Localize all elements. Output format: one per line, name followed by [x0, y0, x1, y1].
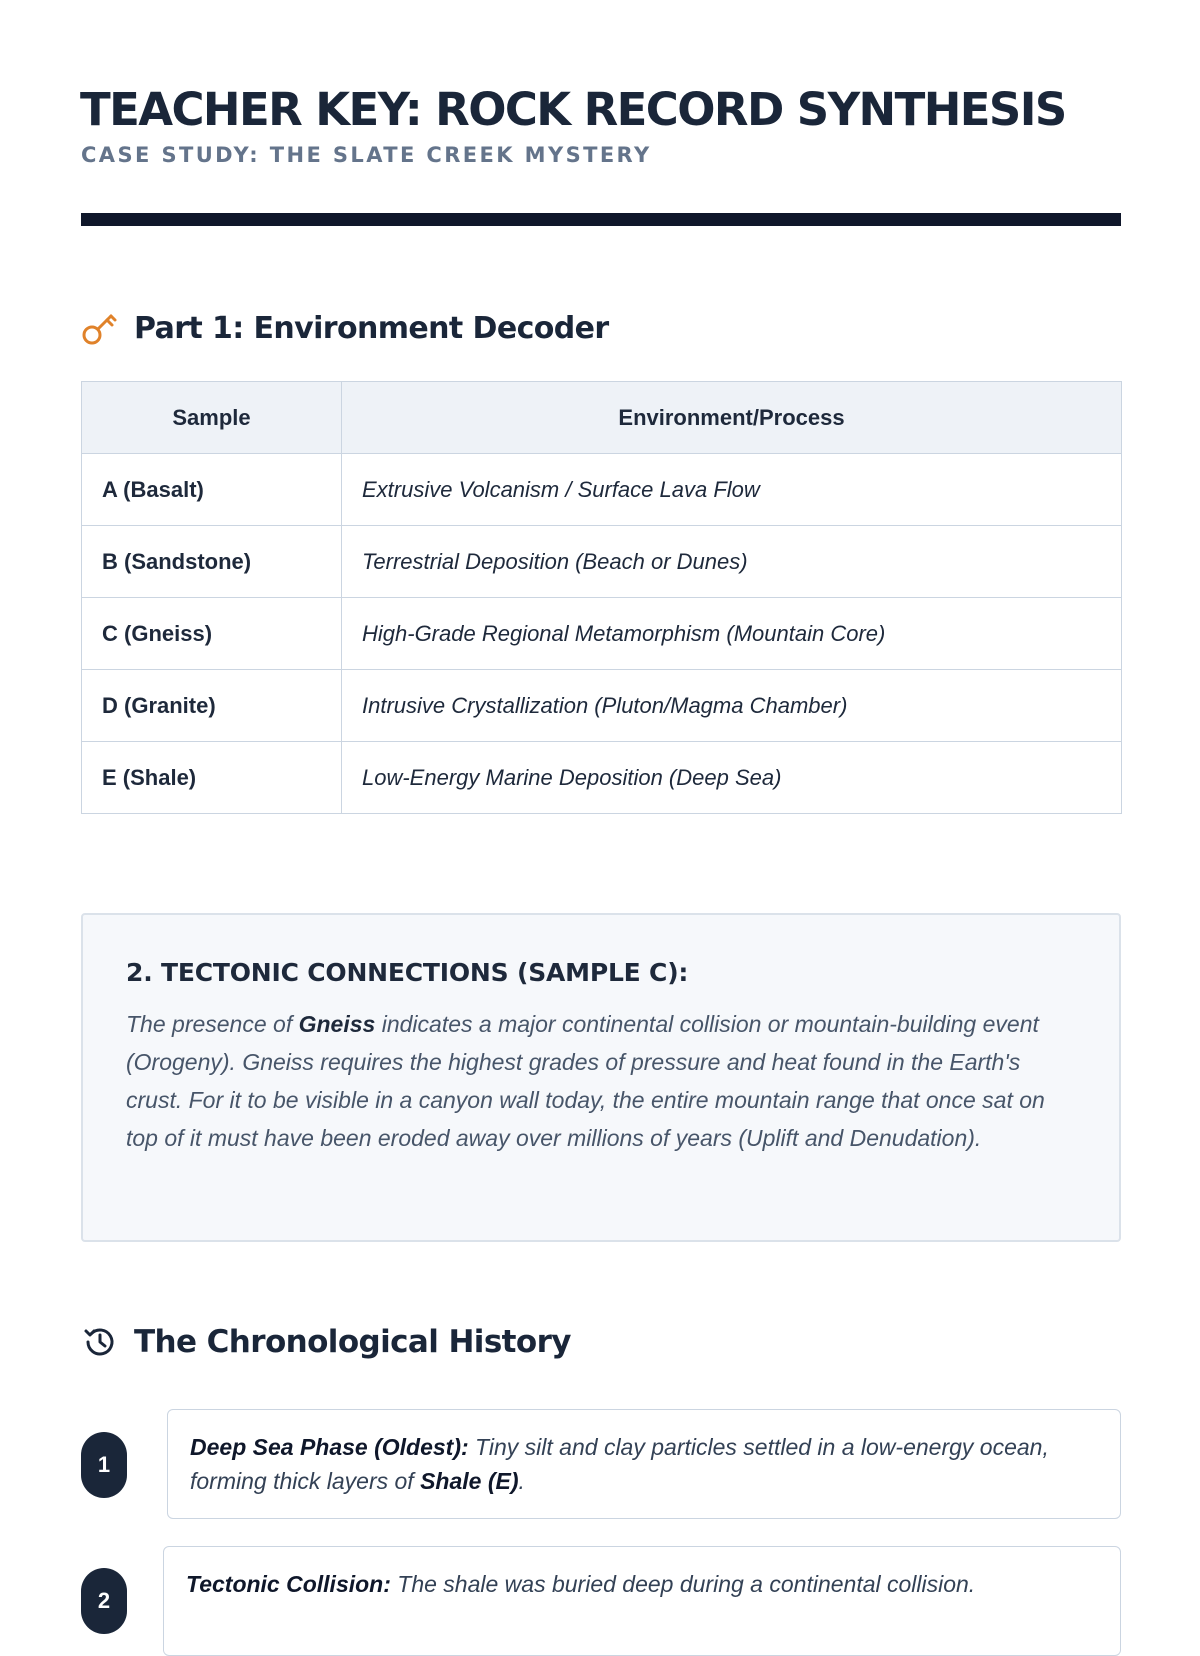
key-icon — [80, 308, 120, 348]
chronology-heading-text: The Chronological History — [134, 1324, 571, 1360]
step-lead: Tectonic Collision: — [186, 1571, 391, 1597]
step-number-badge: 2 — [81, 1568, 127, 1634]
timeline-step-card — [163, 1546, 1121, 1656]
page-title: TEACHER KEY: ROCK RECORD SYNTHESIS — [80, 83, 1066, 136]
part1-heading-text: Part 1: Environment Decoder — [134, 310, 609, 346]
environment-cell: Intrusive Crystallization (Pluton/Magma Chamber) — [342, 670, 1122, 742]
tectonic-paragraph — [126, 1005, 1077, 1157]
part1-heading — [80, 308, 609, 348]
history-icon — [80, 1322, 120, 1362]
sample-cell: C (Gneiss) — [82, 598, 342, 670]
step-lead: Deep Sea Phase (Oldest): — [190, 1434, 469, 1460]
tectonic-connections-panel — [81, 913, 1121, 1242]
timeline-step-card — [167, 1409, 1121, 1519]
table-row — [82, 742, 1122, 814]
step-text: The shale was buried deep during a continental collision. — [390, 1571, 976, 1597]
table-header-row — [82, 382, 1122, 454]
column-header-environment: Environment/Process — [342, 382, 1122, 454]
step-text: Tiny silt and clay particles settled in a low-energy ocean, forming thick layers of — [190, 1434, 1049, 1494]
step-text-end: . — [518, 1468, 525, 1494]
tectonic-text-start: The presence of — [126, 1011, 299, 1037]
table-row — [82, 526, 1122, 598]
sample-cell: D (Granite) — [82, 670, 342, 742]
title-divider — [81, 213, 1121, 226]
table-row — [82, 670, 1122, 742]
sample-cell: A (Basalt) — [82, 454, 342, 526]
environment-cell: High-Grade Regional Metamorphism (Mountain Core) — [342, 598, 1122, 670]
chronology-heading — [80, 1322, 571, 1362]
environment-cell: Terrestrial Deposition (Beach or Dunes) — [342, 526, 1122, 598]
table-row — [82, 598, 1122, 670]
page-subtitle: CASE STUDY: THE SLATE CREEK MYSTERY — [81, 143, 652, 167]
step-number-badge: 1 — [81, 1432, 127, 1498]
column-header-sample: Sample — [82, 382, 342, 454]
table-row — [82, 454, 1122, 526]
tectonic-heading: 2. TECTONIC CONNECTIONS (SAMPLE C): — [126, 958, 689, 987]
environment-cell: Extrusive Volcanism / Surface Lava Flow — [342, 454, 1122, 526]
sample-cell: B (Sandstone) — [82, 526, 342, 598]
sample-cell: E (Shale) — [82, 742, 342, 814]
environment-cell: Low-Energy Marine Deposition (Deep Sea) — [342, 742, 1122, 814]
step-bold-tail: Shale (E) — [420, 1468, 519, 1494]
tectonic-text-end: indicates a major continental collision or mountain-building event (Orogeny). Gneiss requires the highest grades of pressure and heat found in the Earth's crust. For it to be visible in a canyon wall today, the entire mountain range that once sat on top of it must have been eroded away over millions of years (Uplift and Denudation). — [126, 1011, 1045, 1151]
environment-decoder-table — [81, 381, 1122, 814]
tectonic-bold-term: Gneiss — [298, 1011, 376, 1037]
